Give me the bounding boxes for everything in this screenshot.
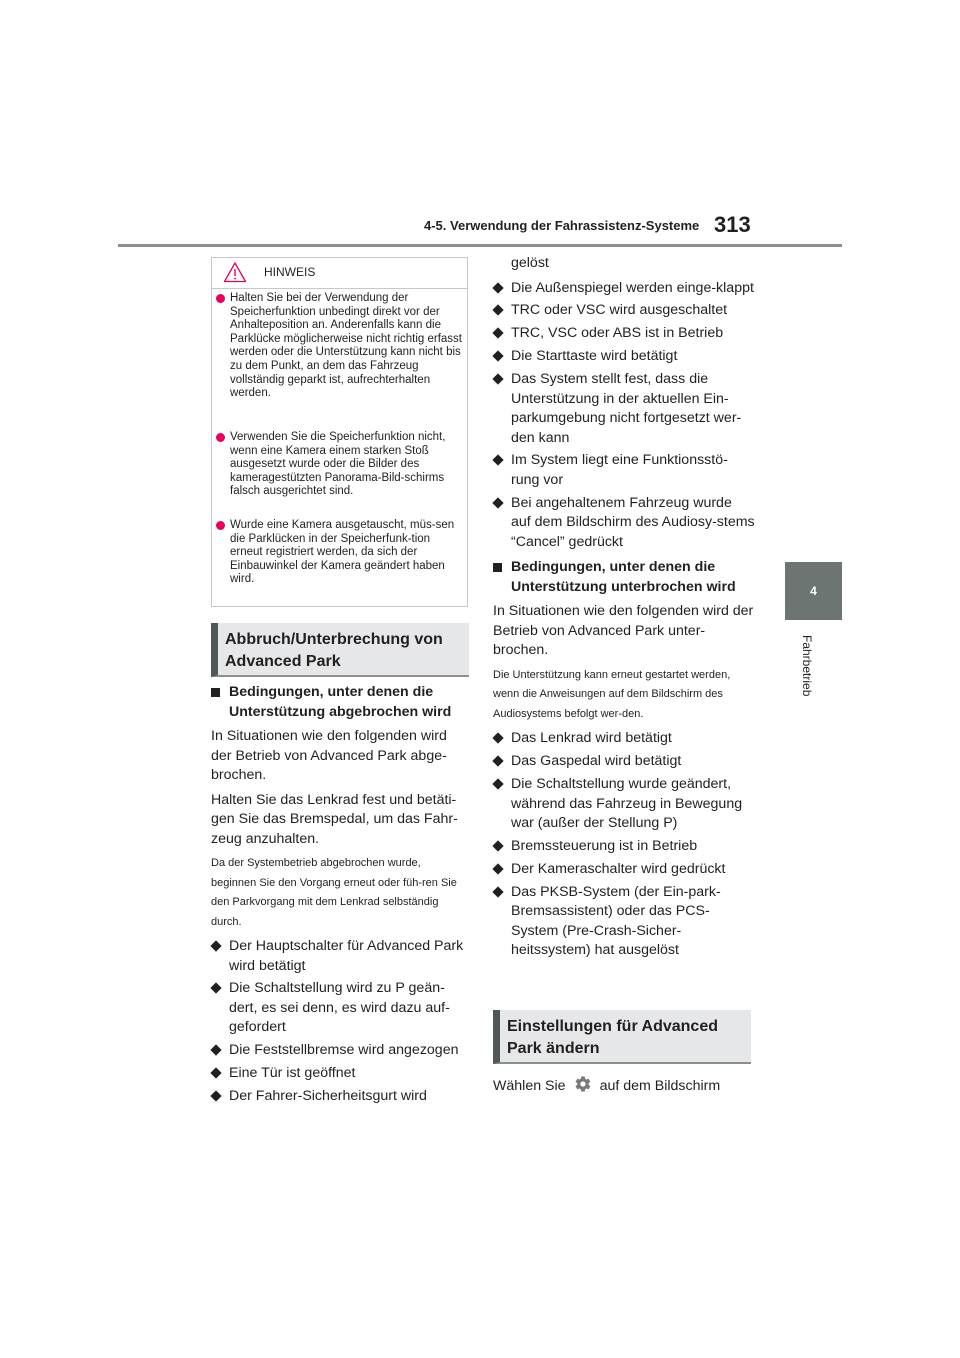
list-item: Die Feststellbremse wird angezogen [211,1041,469,1061]
section-header: 4-5. Verwendung der Fahrassistenz-Systeme [424,218,700,233]
section-heading-einstellungen: Einstellungen für Advanced Park ändern [493,1010,751,1064]
list-item: Eine Tür ist geöffnet [211,1064,469,1084]
list-item: Bremssteuerung ist in Betrieb [493,837,755,857]
note-header [212,258,467,289]
list-item: Das Gaspedal wird betätigt [493,752,755,772]
list-item: Die Schaltstellung wurde geändert, während das Fahrzeug in Bewegung war (außer der Stellung P) [493,775,755,834]
list-item: TRC, VSC oder ABS ist in Betrieb [493,324,755,344]
section-heading-abbruch: Abbruch/Unterbrechung von Advanced Park [211,623,469,677]
list-item: Der Fahrer-Sicherheitsgurt wird [211,1087,469,1107]
list-item: Die Schaltstellung wird zu P geän-dert, es sei denn, es wird dazu auf-gefordert [211,979,469,1038]
paragraph: In Situationen wie den folgenden wird der Betrieb von Advanced Park unter-brochen. [493,603,754,659]
settings-instruction [493,1075,755,1097]
list-item: Der Kameraschalter wird gedrückt [493,860,755,880]
paragraph: Halten Sie das Lenkrad fest und betäti-gen Sie das Bremspedal, um das Fahr-zeug anzuhalten. [211,791,458,847]
bullet-dot-icon [216,433,225,442]
list-item: Das Lenkrad wird betätigt [493,729,755,749]
paragraph: In Situationen wie den folgenden wird der Betrieb von Advanced Park abge-brochen. [211,728,447,783]
list-item: TRC oder VSC wird ausgeschaltet [493,301,755,321]
list-item: Die Außenspiegel werden einge-klappt [493,279,755,299]
list-item: Das PKSB-System (der Ein-park-Bremsassistent) oder das PCS-System (Pre-Crash-Sicher-heitssystem) hat ausgelöst [493,883,755,961]
list-item: Im System liegt eine Funktionsstö-rung vor [493,451,755,490]
continuation-text: gelöst [511,255,549,271]
subheading: Bedingungen, unter denen die Unterstützung unterbrochen wird [493,558,755,597]
note-item: Halten Sie bei der Verwendung der Speicherfunktion unbedingt direkt vor der Anhalteposition an. Anderenfalls kann die Parklücke möglicherweise nicht richtig erfasst werden oder die Unterstützung kann nicht bis zu dem Punkt, an dem das Fahrzeug vollständig geparkt ist, aufrechterhalten werden. [216,292,464,401]
list-item: Der Hauptschalter für Advanced Park wird betätigt [211,937,469,976]
page-number: 313 [714,212,751,237]
subheading: Bedingungen, unter denen die Unterstützung abgebrochen wird [211,683,469,722]
list-item: Bei angehaltenem Fahrzeug wurde auf dem Bildschirm des Audiosy-stems “Cancel” gedrückt [493,494,755,553]
instruction-text-before: Wählen Sie [493,1078,566,1094]
note-title: HINWEIS [264,265,316,279]
gear-icon [574,1075,592,1093]
instruction-text-after: auf dem Bildschirm [599,1078,721,1094]
note-item: Verwenden Sie die Speicherfunktion nicht, wenn eine Kamera einem starken Stoß ausgesetzt wurde oder die Bilder des kameragestützten Panorama-Bild-schirms falsch ausgerichtet sind. [216,431,464,499]
list-item: Das System stellt fest, dass die Unterstützung in der aktuellen Ein-parkumgebung nicht fortgesetzt wer-den kann [493,370,755,448]
list-item: Die Starttaste wird betätigt [493,347,755,367]
note-item: Wurde eine Kamera ausgetauscht, müs-sen die Parklücken in der Speicherfunk-tion erneut registriert werden, da sich der Einbauwinkel der Kamera geändert haben wird. [216,519,464,587]
bullet-dot-icon [216,294,225,303]
small-note: Da der Systembetrieb abgebrochen wurde, beginnen Sie den Vorgang erneut oder füh-ren Sie den Parkvorgang mit dem Lenkrad selbständig durch. [211,857,457,928]
right-column [493,254,755,964]
note-box [211,257,468,607]
small-note: Die Unterstützung kann erneut gestartet werden, wenn die Anweisungen auf dem Bildschirm des Audiosystems befolgt wer-den. [493,668,731,720]
chapter-label: Fahrbetrieb [800,635,814,697]
bullet-dot-icon [216,521,225,530]
left-column [211,683,469,1110]
header-divider [118,244,842,247]
chapter-tab: 4 [785,562,842,620]
warning-icon [223,261,247,283]
